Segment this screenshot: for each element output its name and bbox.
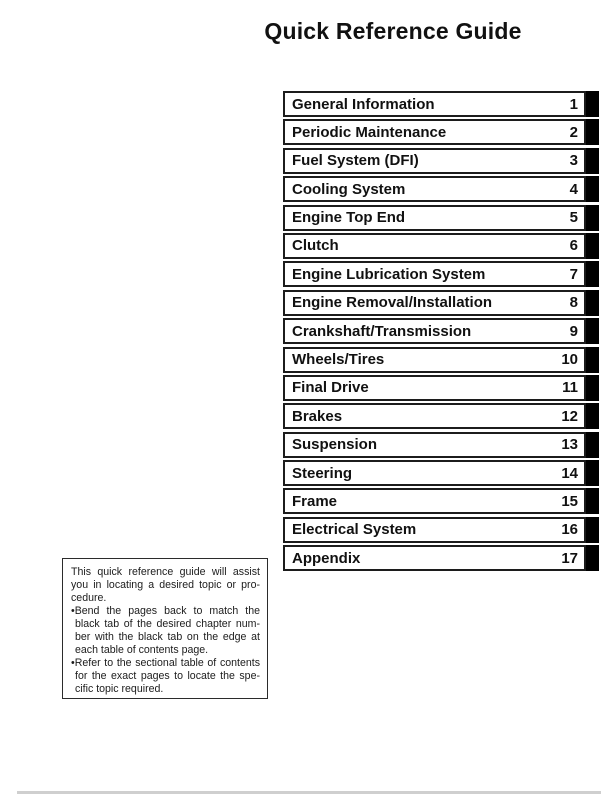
chapter-number: 15 xyxy=(561,492,578,510)
chapter-label: Appendix xyxy=(292,549,361,567)
chapter-number: 7 xyxy=(569,265,578,283)
chapter-edge-tab xyxy=(586,488,599,514)
chapter-number: 16 xyxy=(561,521,578,539)
chapter-number: 13 xyxy=(561,436,578,454)
chapter-row xyxy=(283,403,599,429)
chapter-number: 10 xyxy=(561,351,578,369)
chapter-label: Periodic Maintenance xyxy=(292,123,447,141)
chapter-label: Clutch xyxy=(292,237,339,255)
chapter-row-box xyxy=(283,517,586,543)
chapter-row-box xyxy=(283,91,586,117)
chapter-edge-tab xyxy=(586,261,599,287)
chapter-row-box xyxy=(283,347,586,373)
note-line: each table of contents page. xyxy=(75,644,209,656)
chapter-row xyxy=(283,119,599,145)
chapter-row-box xyxy=(283,148,586,174)
chapter-number: 12 xyxy=(561,407,578,425)
chapter-row xyxy=(283,148,599,174)
chapter-row xyxy=(283,205,599,231)
chapter-row-box xyxy=(283,318,586,344)
note-line: •Refer to the sectional table of contents xyxy=(71,657,260,669)
chapter-number: 2 xyxy=(569,123,578,141)
page-edge-line xyxy=(17,791,601,794)
chapter-number: 9 xyxy=(569,322,578,340)
chapter-row-box xyxy=(283,545,586,571)
chapter-number: 11 xyxy=(562,379,578,397)
chapter-label: Frame xyxy=(292,492,338,510)
chapter-row xyxy=(283,347,599,373)
note-line: cedure. xyxy=(71,592,107,604)
chapter-label: Engine Lubrication System xyxy=(292,265,486,283)
chapter-row-box xyxy=(283,432,586,458)
chapter-row xyxy=(283,432,599,458)
note-line: for the exact pages to locate the spe- xyxy=(75,670,260,682)
chapter-edge-tab xyxy=(586,91,599,117)
note-paragraph xyxy=(71,566,260,605)
chapter-row xyxy=(283,290,599,316)
chapter-row xyxy=(283,545,599,571)
chapter-edge-tab xyxy=(586,375,599,401)
chapter-row xyxy=(283,517,599,543)
chapter-label: Cooling System xyxy=(292,180,406,198)
chapter-edge-tab xyxy=(586,148,599,174)
chapter-row-box xyxy=(283,205,586,231)
note-line: cific topic required. xyxy=(75,683,164,695)
chapter-row-box xyxy=(283,119,586,145)
chapter-edge-tab xyxy=(586,545,599,571)
chapter-edge-tab xyxy=(586,460,599,486)
chapter-number: 14 xyxy=(561,464,578,482)
note-line: ber with the black tab on the edge at xyxy=(75,631,260,643)
note-bullet-paragraph xyxy=(71,657,260,696)
chapter-row xyxy=(283,176,599,202)
chapter-label: Engine Removal/Installation xyxy=(292,294,493,312)
usage-note-box xyxy=(62,558,268,699)
chapter-row xyxy=(283,460,599,486)
chapter-row-box xyxy=(283,290,586,316)
chapter-row-box xyxy=(283,403,586,429)
chapter-row xyxy=(283,91,599,117)
chapter-label: Wheels/Tires xyxy=(292,351,385,369)
chapter-label: Fuel System (DFI) xyxy=(292,152,419,170)
chapter-label: Engine Top End xyxy=(292,209,406,227)
chapter-number: 4 xyxy=(569,180,578,198)
chapter-edge-tab xyxy=(586,119,599,145)
chapter-number: 3 xyxy=(569,152,578,170)
note-bullet-paragraph xyxy=(71,605,260,657)
chapter-number: 5 xyxy=(569,209,578,227)
chapter-row xyxy=(283,488,599,514)
chapter-edge-tab xyxy=(586,432,599,458)
chapter-edge-tab xyxy=(586,403,599,429)
chapter-edge-tab xyxy=(586,205,599,231)
chapter-number: 17 xyxy=(561,549,578,567)
chapter-row-box xyxy=(283,261,586,287)
note-line: you in locating a desired topic or pro- xyxy=(71,579,260,591)
note-line: •Bend the pages back to match the xyxy=(71,605,260,617)
chapter-row xyxy=(283,375,599,401)
note-line: black tab of the desired chapter num- xyxy=(75,618,260,630)
chapter-label: Brakes xyxy=(292,407,343,425)
chapter-edge-tab xyxy=(586,347,599,373)
note-line: This quick reference guide will assist xyxy=(71,566,260,578)
chapter-row xyxy=(283,318,599,344)
chapter-label: Crankshaft/Transmission xyxy=(292,322,472,340)
chapter-number: 1 xyxy=(569,95,578,113)
chapter-row-box xyxy=(283,176,586,202)
chapter-label: Final Drive xyxy=(292,379,369,397)
chapter-edge-tab xyxy=(586,517,599,543)
chapter-row xyxy=(283,233,599,259)
chapter-row-box xyxy=(283,460,586,486)
chapter-label: Steering xyxy=(292,464,353,482)
chapter-label: Suspension xyxy=(292,436,378,454)
chapter-row-box xyxy=(283,233,586,259)
chapter-label: General Information xyxy=(292,95,435,113)
chapter-edge-tab xyxy=(586,176,599,202)
chapter-row-box xyxy=(283,375,586,401)
chapter-label: Electrical System xyxy=(292,521,417,539)
chapter-edge-tab xyxy=(586,233,599,259)
chapter-row-box xyxy=(283,488,586,514)
chapter-edge-tab xyxy=(586,318,599,344)
chapter-index xyxy=(283,91,599,571)
chapter-number: 8 xyxy=(569,294,578,312)
chapter-number: 6 xyxy=(569,237,578,255)
page-title: Quick Reference Guide xyxy=(264,18,522,44)
chapter-edge-tab xyxy=(586,290,599,316)
chapter-row xyxy=(283,261,599,287)
